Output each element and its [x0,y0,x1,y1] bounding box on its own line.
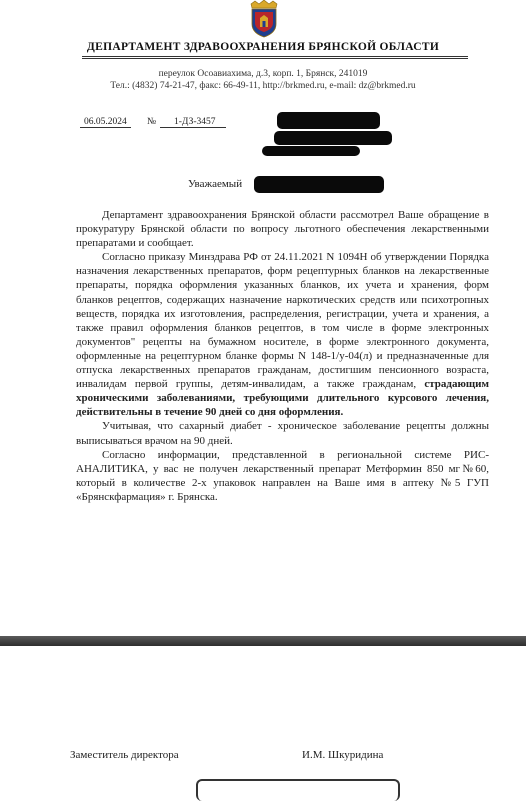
coat-of-arms-icon [247,0,281,38]
redacted-recipient-name [254,176,384,193]
redacted-recipient-line-1 [277,112,380,129]
document-number-label: № [147,117,157,127]
signature-stamp [196,779,400,801]
paragraph-order-text: Согласно приказу Минздрава РФ от 24.11.2021 N 1094Н об утверждении Порядка назначения лекарственных препаратов, форм рецептурных бланков на лекарственные препараты, порядка оформления указанных бланков, их учета и хранения, форм бланков рецептов, содержащих назначение наркотических средств или психотропных веществ, порядка их изготовления, распределения, регистрации, учета и хранения, а также правил оформления бланков рецептов, в том числе в форме электронных документов" рецепты на бумажном носителе, в форме электронного документа, оформленные на рецептурном бланке формы N 148-1/у-04(л) и предназначенные для отпуска лекарственных препаратов гражданам, достигшим пенсионного возраста, инвалидам первой группы, детям-инвалидам, а также гражданам, [76,251,489,391]
page-break [0,636,526,646]
paragraph-intro: Департамент здравоохранения Брянской области рассмотрел Ваше обращение в прокуратуру Брянской области по вопросу льготного обеспечения лекарственными препаратами и сообщает. [76,209,489,250]
paragraph-ris-analytics: Согласно информации, представленной в региональной системе РИС-АНАЛИТИКА, у вас не получен лекарственный препарат Метформин 850 мг№60, который в количестве 2-х упаковок направлен на Ваше имя в аптеку №5 ГУП «Брянскфармация» г. Брянска. [76,448,489,503]
paragraph-diabetes: Учитывая, что сахарный диабет - хроническое заболевание рецепты должны выписываться врачом на 90 дней. [76,420,489,447]
document-date: 06.05.2024 [80,117,131,128]
document-number: 1-ДЗ-3457 [160,117,226,128]
department-contacts: Тел.: (4832) 74-21-47, факс: 66-49-11, http://brkmed.ru, e-mail: dz@brkmed.ru [110,81,416,91]
signatory-name: И.М. Шкуридина [302,749,384,761]
redacted-recipient-line-3 [262,146,360,156]
redacted-recipient-line-2 [274,131,392,145]
department-address: переулок Осоавиахима, д.3, корп. 1, Брянск, 241019 [158,69,368,79]
department-title: ДЕПАРТАМЕНТ ЗДРАВООХРАНЕНИЯ БРЯНСКОЙ ОБЛАСТИ [86,41,440,53]
paragraph-order [76,250,489,419]
header-divider [82,56,468,57]
salutation: Уважаемый [188,178,243,190]
header-divider-second [82,58,468,59]
paragraph-order-bold: страдающим хроническими заболеваниями, требующими длительного курсового лечения, действительны в течение 90 дней со дня оформления. [76,378,489,419]
signatory-role: Заместитель директора [70,749,179,761]
letter-body [76,208,489,504]
